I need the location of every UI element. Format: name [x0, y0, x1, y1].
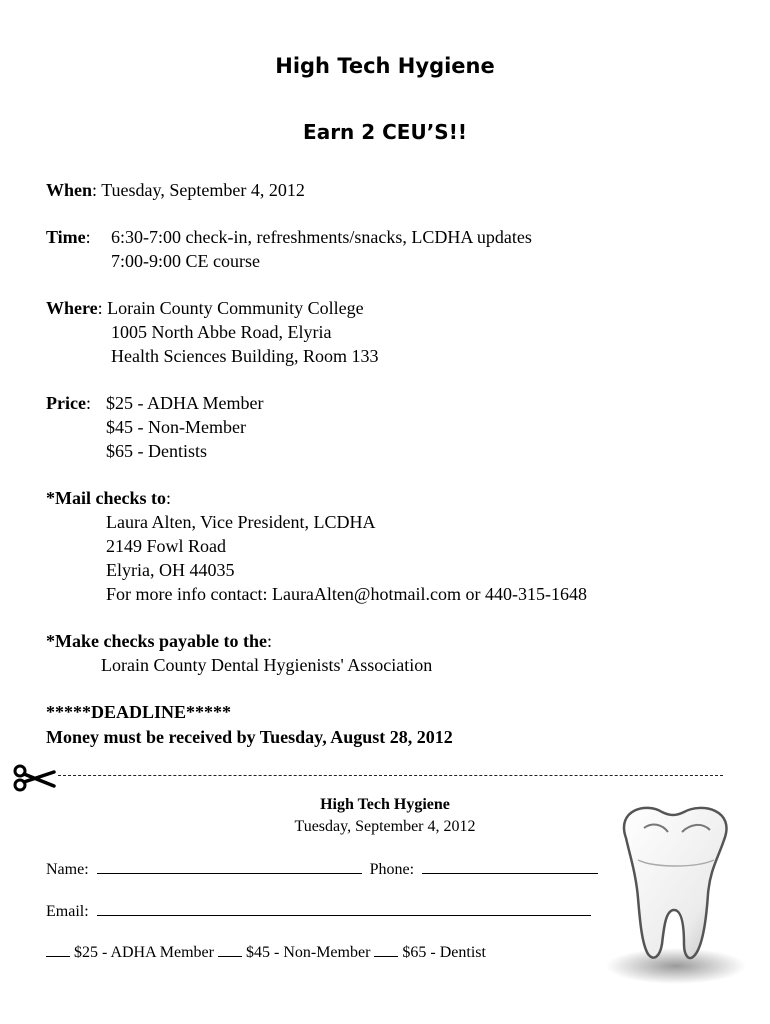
mail-label-line — [46, 486, 171, 510]
price-line-1: $25 - ADHA Member — [106, 393, 264, 413]
deadline-text: Money must be received by Tuesday, August 28, 2012 — [46, 727, 453, 747]
where-line-3: Health Sciences Building, Room 133 — [111, 346, 379, 366]
name-label: Name: — [46, 861, 89, 878]
form-title: High Tech Hygiene — [320, 796, 450, 813]
mail-label: *Mail checks to — [46, 488, 166, 508]
where-label: Where — [46, 298, 98, 318]
when-line — [46, 178, 305, 202]
price-label-line — [46, 391, 91, 415]
email-field[interactable] — [97, 901, 591, 916]
phone-label: Phone: — [369, 861, 415, 878]
when-value: : Tuesday, September 4, 2012 — [92, 180, 305, 200]
mail-line-4: For more info contact: LauraAlten@hotmail.com or 440-315-1648 — [106, 584, 587, 604]
where-line-1 — [46, 296, 364, 320]
price-colon: : — [85, 393, 91, 413]
mail-line-3: Elyria, OH 44035 — [106, 560, 235, 580]
option-adha-blank[interactable] — [46, 942, 70, 957]
payable-label-line — [46, 629, 272, 653]
option-dentist-blank[interactable] — [374, 942, 398, 957]
deadline-label: *****DEADLINE***** — [46, 702, 232, 722]
tooth-icon — [598, 798, 748, 988]
name-field-row — [46, 859, 598, 879]
name-field[interactable] — [97, 859, 362, 874]
price-label: Price — [46, 393, 86, 413]
phone-field[interactable] — [422, 859, 598, 874]
time-colon: : — [85, 227, 91, 247]
email-field-row — [46, 901, 591, 921]
cut-line — [58, 775, 723, 776]
mail-line-1: Laura Alten, Vice President, LCDHA — [106, 512, 376, 532]
page-subtitle: Earn 2 CEU’S!! — [303, 120, 467, 144]
option-dentist-label: $65 - Dentist — [402, 944, 486, 961]
membership-options-row — [46, 942, 486, 962]
email-label: Email: — [46, 903, 89, 920]
when-label: When — [46, 180, 93, 200]
where-line-2: 1005 North Abbe Road, Elyria — [111, 322, 332, 342]
option-adha-label: $25 - ADHA Member — [74, 944, 214, 961]
scissors-icon — [12, 764, 56, 792]
form-date: Tuesday, September 4, 2012 — [294, 818, 476, 835]
time-line-1: 6:30-7:00 check-in, refreshments/snacks, LCDHA updates — [111, 227, 532, 247]
time-line-2: 7:00-9:00 CE course — [111, 251, 260, 271]
time-label: Time — [46, 227, 86, 247]
payable-colon: : — [266, 631, 272, 651]
option-nonmember-blank[interactable] — [218, 942, 242, 957]
page-title: High Tech Hygiene — [275, 54, 495, 78]
payable-label: *Make checks payable to the — [46, 631, 267, 651]
time-label-line — [46, 225, 91, 249]
mail-colon: : — [165, 488, 171, 508]
where-value: : Lorain County Community College — [97, 298, 364, 318]
price-line-2: $45 - Non-Member — [106, 417, 246, 437]
option-nonmember-label: $45 - Non-Member — [245, 944, 371, 961]
price-line-3: $65 - Dentists — [106, 441, 207, 461]
mail-line-2: 2149 Fowl Road — [106, 536, 227, 556]
payable-line-1: Lorain County Dental Hygienists' Association — [101, 655, 433, 675]
